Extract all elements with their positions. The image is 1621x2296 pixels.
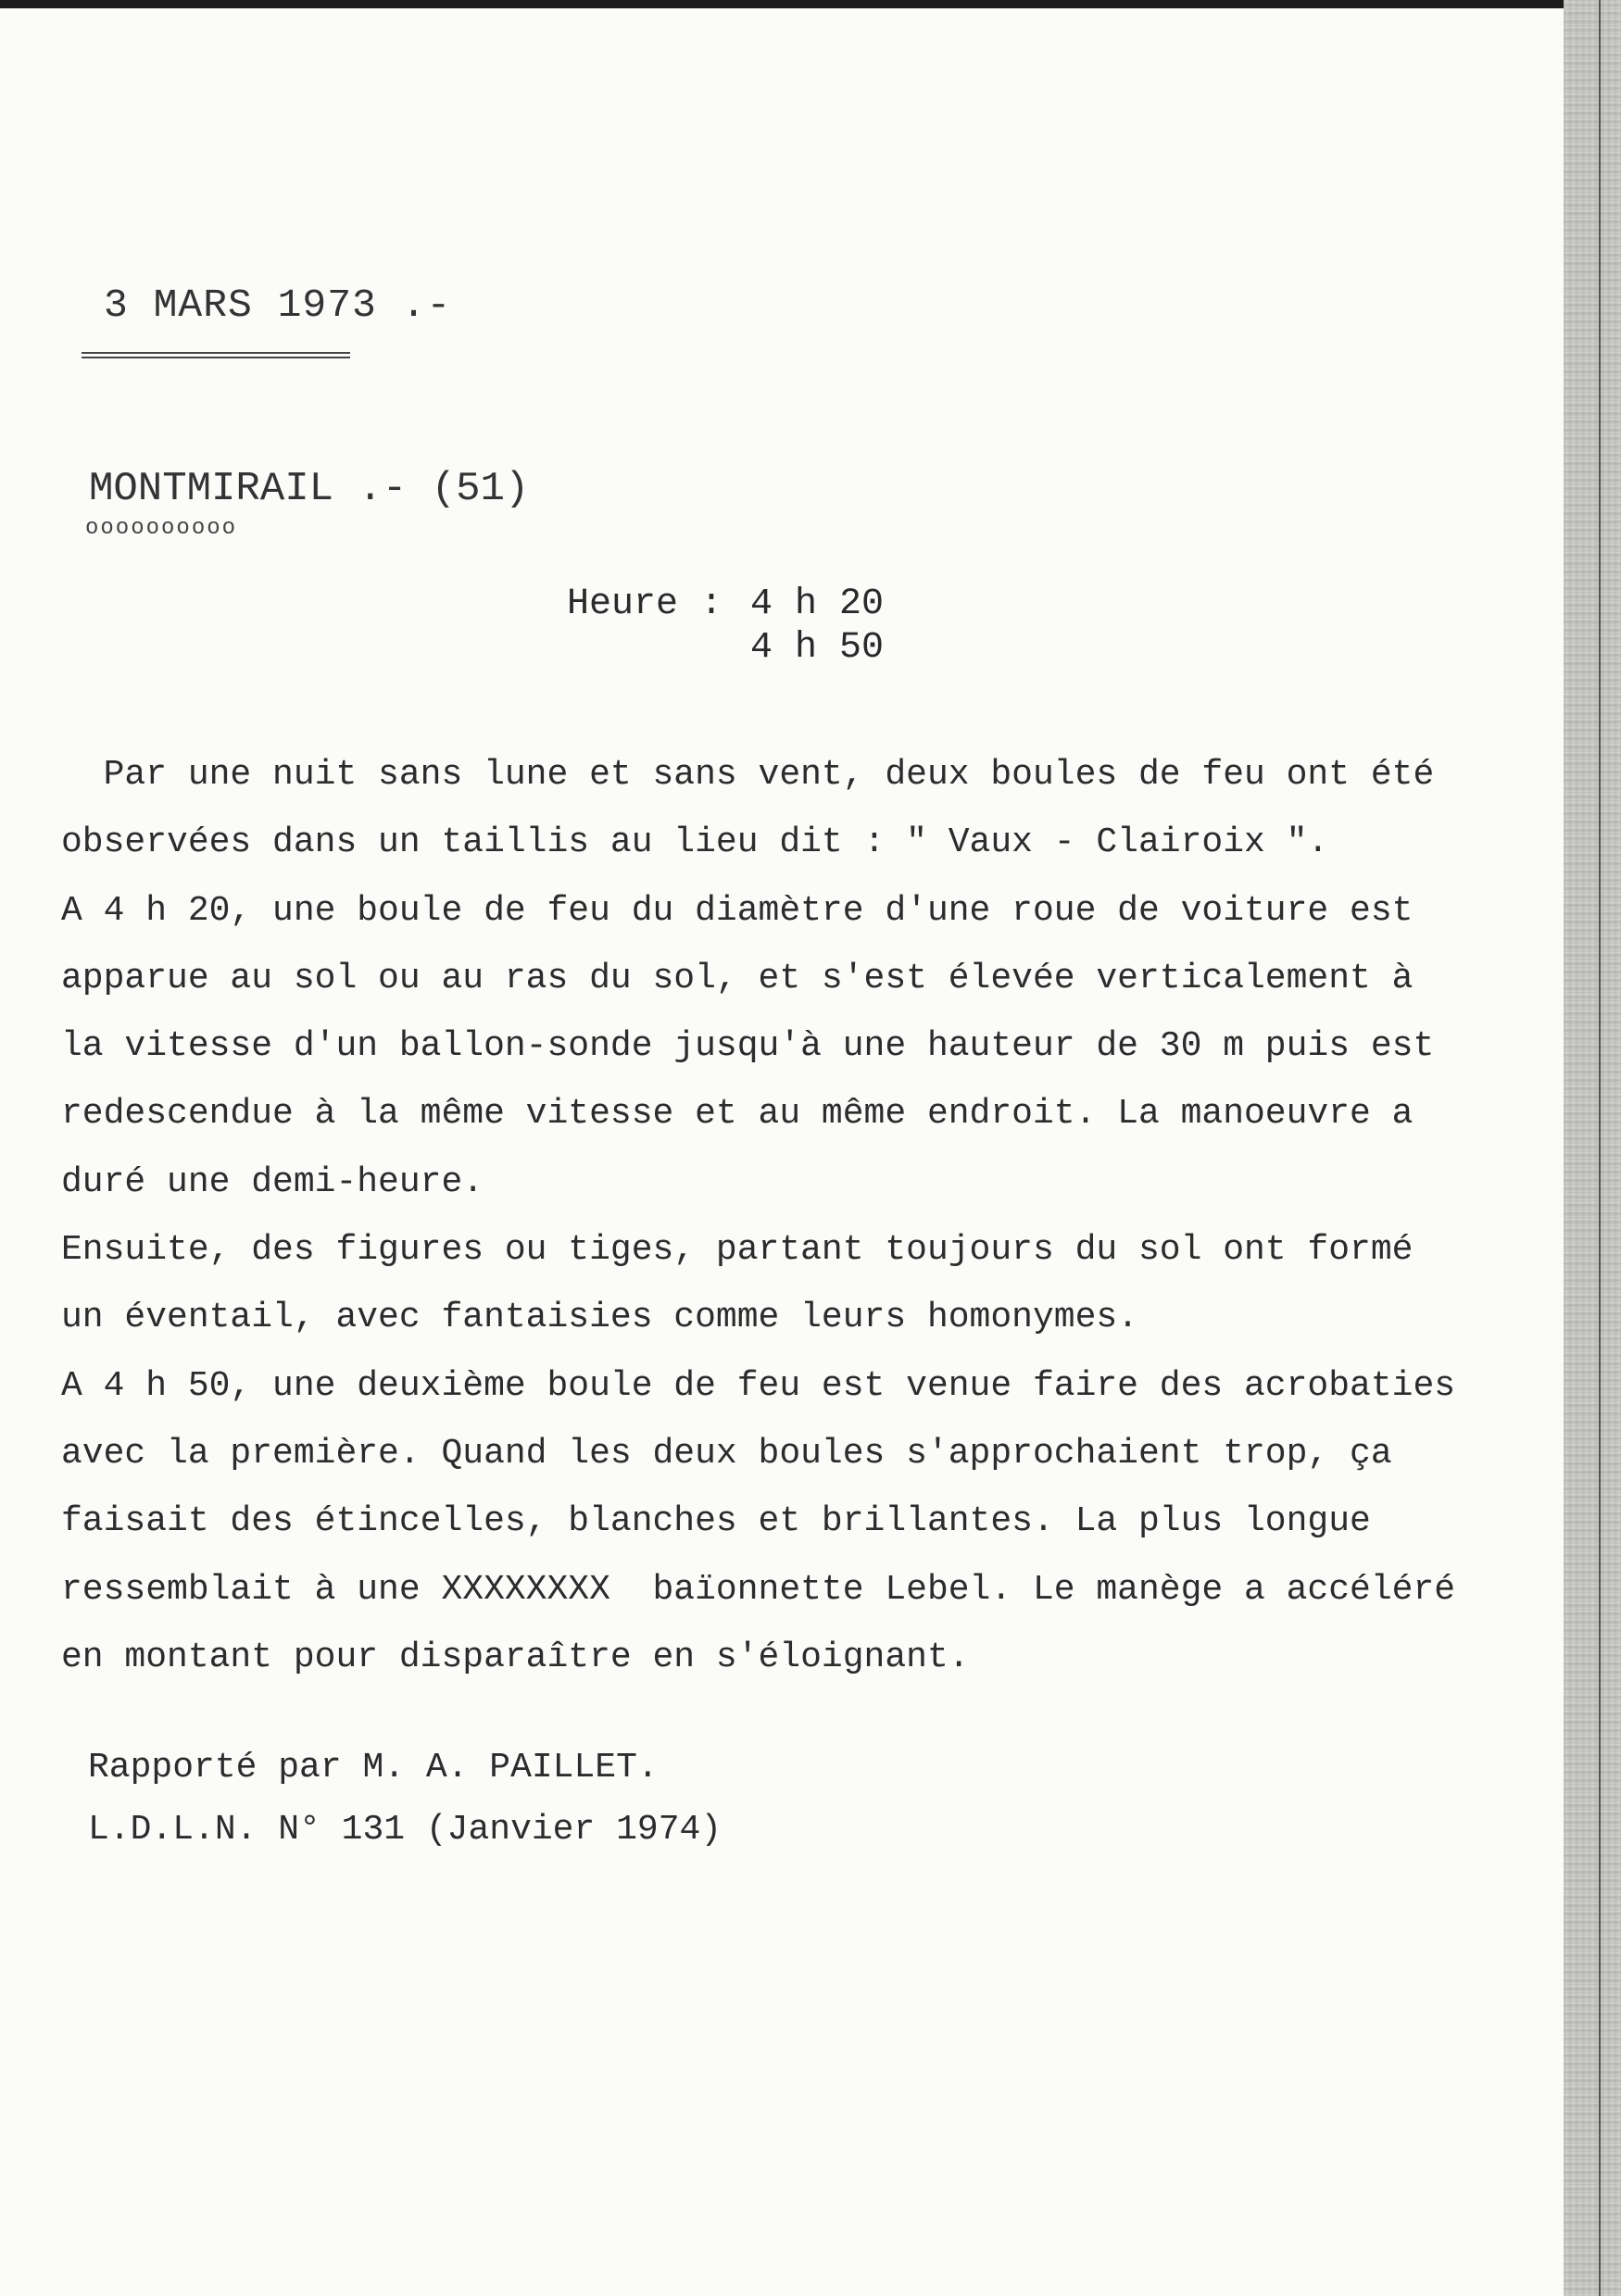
body-line: faisait des étincelles, blanches et brillantes. La plus longue	[61, 1501, 1371, 1542]
reported-by: Rapporté par M. A. PAILLET.	[88, 1748, 659, 1788]
scan-right-border	[1599, 0, 1601, 2296]
body-line: A 4 h 20, une boule de feu du diamètre d'une roue de voiture est	[61, 890, 1414, 931]
body-line: en montant pour disparaître en s'éloignant.	[61, 1637, 970, 1677]
time-first: 4 h 20	[750, 583, 885, 625]
body-line: Ensuite, des figures ou tiges, partant toujours du sol ont formé	[61, 1230, 1414, 1271]
source-reference: L.D.L.N. N° 131 (Janvier 1974)	[88, 1810, 723, 1850]
time-label: Heure :	[567, 583, 723, 625]
body-line: la vitesse d'un ballon-sonde jusqu'à une hauteur de 30 m puis est	[61, 1026, 1435, 1067]
report-body	[61, 741, 1562, 1691]
body-line: A 4 h 50, une deuxième boule de feu est venue faire des acrobaties	[61, 1365, 1456, 1406]
scan-top-edge	[0, 0, 1607, 8]
body-line: Par une nuit sans lune et sans vent, deux boules de feu ont été	[61, 755, 1435, 795]
report-date: 3 MARS 1973 .-	[104, 282, 452, 328]
body-line: observées dans un taillis au lieu dit : " Vaux - Clairoix ".	[61, 822, 1329, 863]
date-underline	[82, 352, 350, 358]
body-line: duré une demi-heure.	[61, 1161, 484, 1202]
scan-right-margin	[1564, 0, 1621, 2296]
body-line: un éventail, avec fantaisies comme leurs homonymes.	[61, 1298, 1138, 1338]
time-second: 4 h 50	[750, 627, 885, 669]
body-line: redescendue à la même vitesse et au même endroit. La manoeuvre a	[61, 1094, 1414, 1135]
body-line: ressemblait à une XXXXXXXX baïonnette Lebel. Le manège a accéléré	[61, 1569, 1456, 1610]
report-place: MONTMIRAIL .- (51)	[89, 466, 530, 512]
place-underline: oooooooooo	[85, 516, 238, 541]
body-line: avec la première. Quand les deux boules s'approchaient trop, ça	[61, 1433, 1392, 1474]
body-line: apparue au sol ou au ras du sol, et s'est élevée verticalement à	[61, 958, 1414, 998]
report-footer	[88, 1737, 722, 1861]
